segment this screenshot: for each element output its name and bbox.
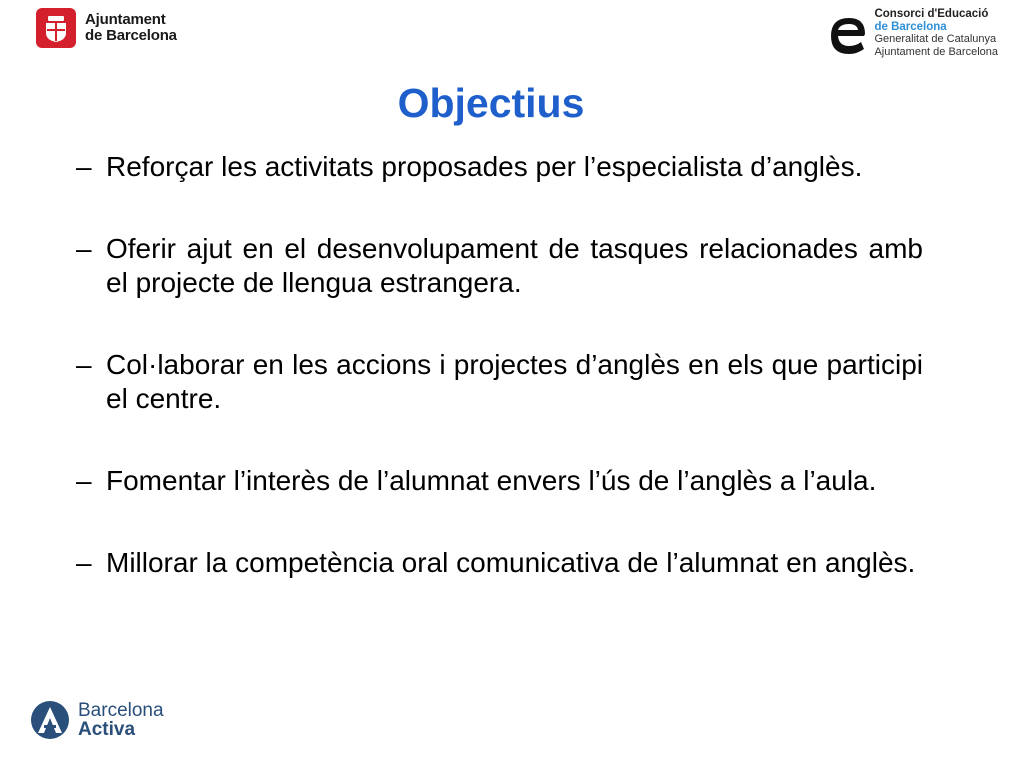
consorci-educacio-logo bbox=[828, 8, 998, 58]
objectives-list bbox=[76, 150, 923, 580]
barcelona-activa-a-icon bbox=[30, 700, 70, 740]
consorci-logo-line2: de Barcelona bbox=[874, 20, 947, 33]
objective-item bbox=[76, 348, 923, 416]
activa-logo-line2: Activa bbox=[78, 719, 136, 740]
ajuntament-logo-line1: Ajuntament bbox=[85, 11, 166, 28]
barcelona-activa-logo bbox=[30, 700, 164, 740]
activa-logo-line1: Barcelona bbox=[78, 700, 164, 721]
ajuntament-logo-line2: de Barcelona bbox=[85, 27, 177, 44]
bullet-dash: – bbox=[76, 233, 92, 264]
bullet-dash: – bbox=[76, 151, 92, 182]
bullet-dash: – bbox=[76, 349, 92, 380]
objective-item bbox=[76, 546, 923, 580]
objective-text: Fomentar l’interès de l’alumnat envers l’ús de l’anglès a l’aula. bbox=[106, 465, 877, 496]
objective-text: Oferir ajut en el desenvolupament de tasques relacionades amb el projecte de llengua estrangera. bbox=[106, 233, 923, 298]
consorci-logo-line3: Generalitat de Catalunya bbox=[874, 33, 997, 45]
consorci-e-icon bbox=[828, 10, 868, 56]
ajuntament-logo bbox=[36, 8, 177, 48]
objective-text: Millorar la competència oral comunicativa de l’alumnat en anglès. bbox=[106, 547, 916, 578]
bullet-dash: – bbox=[76, 465, 92, 496]
objective-text: Reforçar les activitats proposades per l’especialista d’anglès. bbox=[106, 151, 863, 182]
ajuntament-shield-icon bbox=[36, 8, 76, 48]
bullet-dash: – bbox=[76, 547, 92, 578]
consorci-logo-line1: Consorci d'Educació bbox=[874, 8, 989, 20]
objective-item bbox=[76, 150, 923, 184]
slide-title: Objectius bbox=[397, 80, 585, 126]
objective-item bbox=[76, 232, 923, 300]
objective-text: Col·laborar en les accions i projectes d’anglès en els que participi el centre. bbox=[106, 349, 923, 414]
objective-item bbox=[76, 464, 923, 498]
consorci-logo-line4: Ajuntament de Barcelona bbox=[874, 45, 998, 58]
